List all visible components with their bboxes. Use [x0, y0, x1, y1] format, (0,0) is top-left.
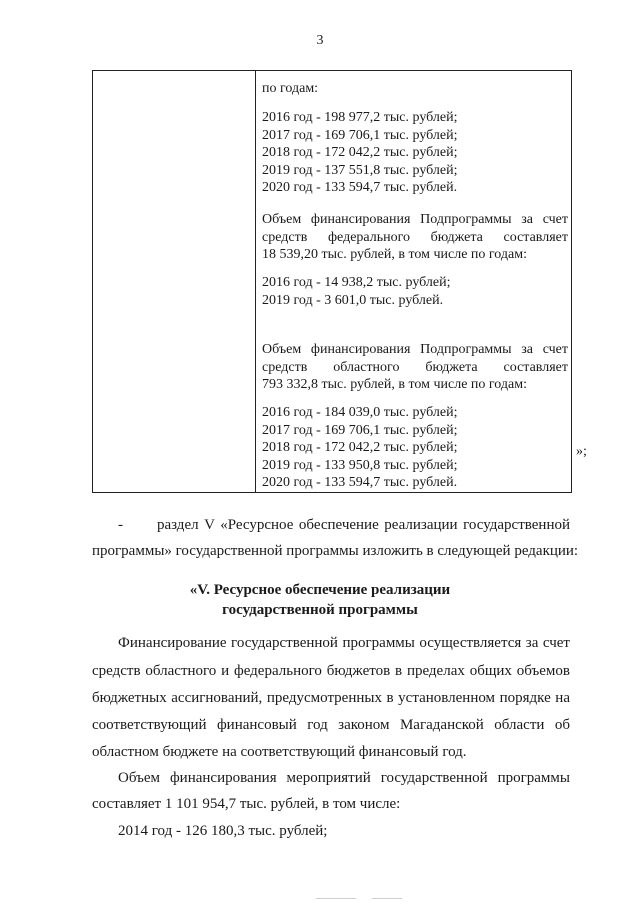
- federal-line-1: Объем финансирования Подпрограммы за счет: [262, 212, 568, 227]
- list-item: 2019 год - 137 551,8 тыс. рублей;: [262, 162, 458, 178]
- list-item: 2020 год - 133 594,7 тыс. рублей.: [262, 475, 458, 490]
- list-item: 2018 год - 172 042,2 тыс. рублей;: [262, 440, 458, 455]
- instruction-line-2: программы» государственной программы изложить в следующей редакции:: [92, 543, 579, 559]
- list-item: 2017 год - 169 706,1 тыс. рублей;: [262, 422, 458, 438]
- instruction-dash: -: [118, 517, 123, 533]
- paragraph2-line-1: Объем финансирования мероприятий государственной программы: [118, 770, 570, 786]
- federal-line-2: средств федерального бюджета составляет: [262, 229, 568, 245]
- list-item: 2019 год - 3 601,0 тыс. рублей.: [262, 292, 444, 308]
- list-item: 2016 год - 14 938,2 тыс. рублей;: [262, 275, 451, 290]
- paragraph1-line-5: областном бюджете на соответствующий финансовый год.: [92, 744, 467, 760]
- table-regional-paragraph: [262, 341, 568, 394]
- table-federal-paragraph: [262, 211, 568, 264]
- paragraph1-line-3: бюджетных ассигнований, предусмотренных в установленном порядке на: [92, 690, 570, 706]
- section-heading-line-1: «V. Ресурсное обеспечение реализации: [189, 582, 451, 598]
- table-by-years-label: [262, 80, 568, 98]
- list-item: 2016 год - 198 977,2 тыс. рублей;: [262, 110, 458, 125]
- paragraph1-line-2: средств областного и федерального бюджетов в пределах общих объемов: [92, 663, 570, 679]
- regional-line-1: Объем финансирования Подпрограммы за счет: [262, 342, 568, 357]
- table-total-years-list: [262, 109, 568, 197]
- table-column-divider: [255, 70, 256, 493]
- by-years-text: по годам:: [262, 81, 319, 96]
- list-item: 2016 год - 184 039,0 тыс. рублей;: [262, 405, 458, 420]
- closing-quote: »;: [576, 444, 587, 459]
- list-item: 2020 год - 133 594,7 тыс. рублей.: [262, 180, 458, 195]
- instruction-line-1: раздел V «Ресурсное обеспечение реализации государственной: [157, 517, 570, 533]
- regional-line-2: средств областного бюджета составляет: [262, 359, 568, 375]
- scan-artifact-line: [372, 898, 402, 899]
- paragraph1-line-4: соответствующий финансовый год законом Магаданской области об: [92, 717, 570, 733]
- regional-line-3: 793 332,8 тыс. рублей, в том числе по годам:: [262, 377, 527, 392]
- federal-line-3: 18 539,20 тыс. рублей, в том числе по годам:: [262, 247, 527, 262]
- page-number: 3: [316, 33, 324, 48]
- paragraph2-line-2: составляет 1 101 954,7 тыс. рублей, в том числе:: [92, 796, 401, 812]
- list-item: 2019 год - 133 950,8 тыс. рублей;: [262, 457, 458, 473]
- year-2014-line: 2014 год - 126 180,3 тыс. рублей;: [118, 823, 328, 839]
- list-item: 2017 год - 169 706,1 тыс. рублей;: [262, 127, 458, 143]
- table-federal-years-list: [262, 274, 568, 309]
- section-heading-line-2: государственной программы: [222, 602, 418, 618]
- table-regional-years-list: [262, 404, 568, 492]
- paragraph1-line-1: Финансирование государственной программы осуществляется за счет: [118, 635, 570, 651]
- scan-artifact-line: [316, 898, 356, 899]
- list-item: 2018 год - 172 042,2 тыс. рублей;: [262, 145, 458, 160]
